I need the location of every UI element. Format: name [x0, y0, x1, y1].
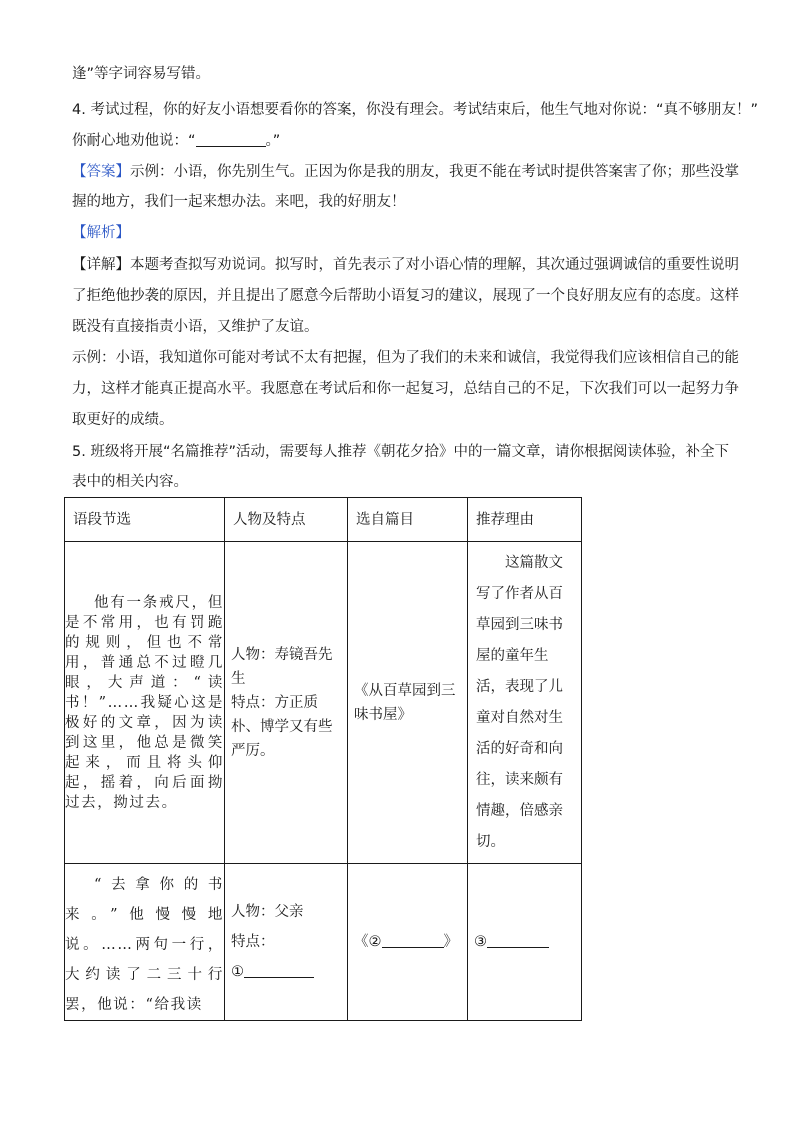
table-header-row: [65, 498, 582, 542]
trait-blank-line: [231, 957, 341, 987]
reason-cell: [468, 864, 582, 1021]
question-4-line: 4. 考试过程，你的好友小语想要看你的答案，你没有理会。考试结束后，他生气地对你说：“真不够朋友！”: [72, 102, 758, 118]
trait-label: 特点：: [231, 934, 275, 950]
header-cell: 人物及特点: [225, 498, 348, 542]
example-line-3: 取更好的成绩。: [72, 412, 174, 428]
text-line: 逢”等字词容易写错。: [72, 66, 211, 82]
person-cell: [225, 864, 348, 1021]
example-line-2: 力，这样才能真正提高水平。我愿意在考试后和你一起复习，总结自己的不足，下次我们可以一起努力争: [72, 381, 739, 397]
question-5-line-1: 5. 班级将开展“名篇推荐”活动，需要每人推荐《朝花夕拾》中的一篇文章，请你根据阅读体验，补全下: [72, 444, 729, 460]
answer-blank: [382, 933, 444, 948]
source-open: 《②: [354, 934, 382, 950]
person-text: 人物：父亲: [231, 904, 304, 920]
detail-line-3: 既没有直接指责小语，又维护了友谊。: [72, 319, 319, 335]
header-cell: 选自篇目: [348, 498, 468, 542]
table-row: [65, 542, 582, 864]
answer-blank: [244, 963, 314, 978]
blank-marker: ①: [231, 964, 244, 980]
passage-text: “去拿你的书来。”他慢慢地说。……两句一行，大约读了二三十行罢，他说：“给我读: [65, 877, 224, 1013]
answer-line: [72, 162, 739, 182]
analysis-tag: 【解析】: [72, 225, 130, 241]
reason-cell: [468, 542, 582, 864]
person-cell: [225, 542, 348, 864]
passage-cell: [65, 542, 225, 864]
prompt-close: 。”: [265, 133, 281, 149]
detail-line-2: 了拒绝他抄袭的原因，并且提出了愿意今后帮助小语复习的建议，展现了一个良好朋友应有的态度。这样: [72, 288, 739, 304]
source-cell: [348, 542, 468, 864]
trait-text: 特点：方正质朴、博学又有些严厉。: [231, 694, 333, 759]
question-5-line-2: 表中的相关内容。: [72, 474, 188, 490]
answer-blank: [487, 933, 549, 948]
detail-line-1: 【详解】本题考查拟写劝说词。拟写时，首先表示了对小语心情的理解，其次通过强调诚信的重要性说明: [72, 257, 739, 273]
answer-tag: 【答案】: [72, 164, 130, 180]
table-row: [65, 864, 582, 1021]
passage-cell: [65, 864, 225, 1021]
passage-text: 他有一条戒尺，但是不常用，也有罚跪的规则，但也不常用，普通总不过瞪几眼，大声道：“读书！”……我疑心这是极好的文章，因为读到这里，他总是微笑起来，而且将头仰起，摇着，向后面拗过去，拗过去。: [65, 594, 224, 811]
answer-line-2: 握的地方，我们一起来想办法。来吧，我的好朋友！: [72, 194, 406, 210]
source-cell: [348, 864, 468, 1021]
prompt-text: 你耐心地劝他说：“: [72, 133, 196, 149]
source-text: 《从百草园到三味书屋》: [354, 682, 456, 723]
answer-blank: [196, 132, 266, 147]
reason-text: 这篇散文写了作者从百草园到三味书屋的童年生活，表现了儿童对自然对生活的好奇和向往，读来颇有情趣，倍感亲切。: [476, 554, 563, 850]
header-cell: 推荐理由: [468, 498, 582, 542]
person-text: 人物：寿镜吾先生: [231, 646, 333, 687]
header-cell: 语段节选: [65, 498, 225, 542]
question-4-prompt: [72, 131, 280, 151]
example-line-1: 示例：小语，我知道你可能对考试不太有把握，但为了我们的未来和诚信，我觉得我们应该相信自己的能: [72, 350, 739, 366]
answer-text: 示例：小语，你先别生气。正因为你是我的朋友，我更不能在考试时提供答案害了你；那些没掌: [130, 164, 739, 180]
blank-marker: ③: [474, 934, 487, 950]
source-close: 》: [443, 934, 458, 950]
recommendation-table: [64, 497, 582, 1021]
